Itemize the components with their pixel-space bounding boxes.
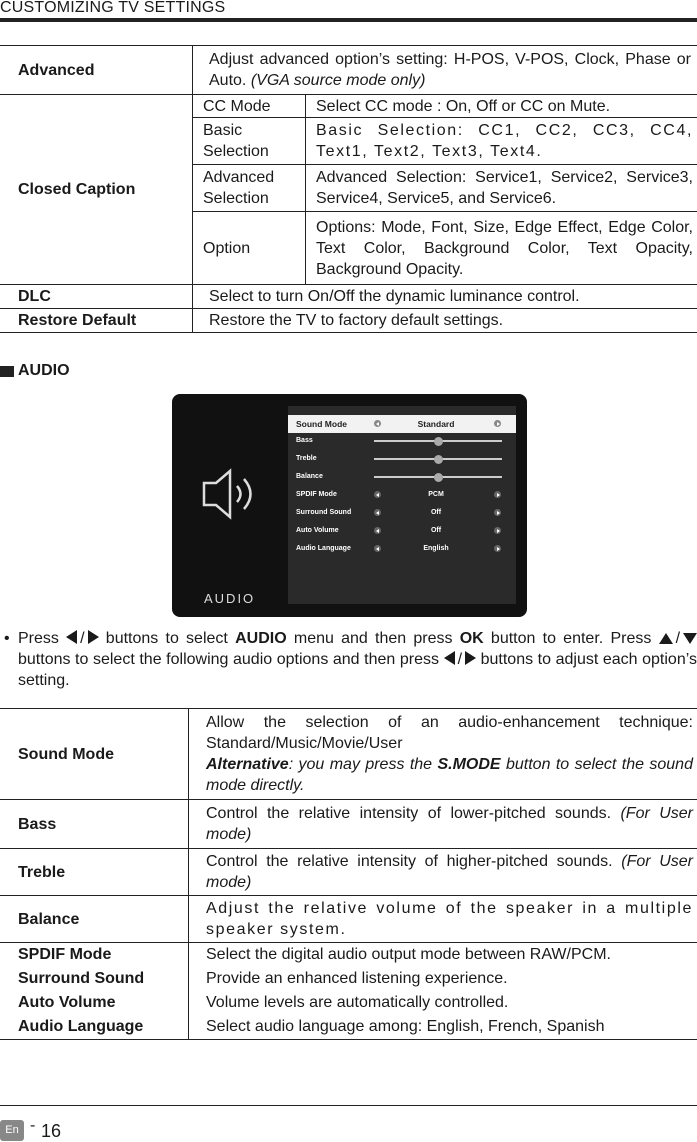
row-label-restore-default: Restore Default [0, 309, 193, 333]
table-row-audio-language [0, 1015, 697, 1040]
menu-value: English [396, 545, 476, 552]
cc-sub-label-advanced: Advanced Selection [193, 165, 306, 212]
row-label-sound-mode: Sound Mode [0, 709, 189, 800]
row-desc-balance: Adjust the relative volume of the speaker in a multiple speaker system. [189, 896, 697, 943]
row-desc-dlc: Select to turn On/Off the dynamic luminance control. [193, 285, 697, 309]
row-desc-sound-mode: Allow the selection of an audio-enhancement technique: Standard/Music/Movie/User Alternative: you may press the S.MODE button to select the sound mode directly. [189, 709, 697, 800]
tv-caption: AUDIO [204, 591, 255, 606]
arrow-right-icon[interactable] [494, 491, 501, 498]
slider-track[interactable] [374, 440, 502, 442]
page-number: 16 [41, 1121, 61, 1142]
audio-speaker-area [194, 459, 274, 549]
row-desc-surround-sound: Provide an enhanced listening experience. [189, 967, 697, 991]
settings-table-general [0, 45, 697, 333]
slider-track[interactable] [374, 458, 502, 460]
table-row-advanced [0, 46, 697, 95]
arrow-right-icon[interactable] [494, 420, 501, 427]
menu-value: PCM [396, 491, 476, 498]
table-row-dlc [0, 285, 697, 309]
table-row-bass [0, 800, 697, 849]
table-row-spdif-mode [0, 943, 697, 967]
settings-table-audio [0, 708, 697, 1040]
footer-rule [0, 1105, 697, 1106]
menu-row-surround-sound[interactable] [288, 504, 516, 522]
right-arrow-icon [465, 651, 476, 665]
menu-row-treble[interactable] [288, 450, 516, 468]
instruction-text: Press / buttons to select AUDIO menu and then press OK button to enter. Press / buttons to select the following audio options and then press / buttons to adjust each option’s setting. [18, 628, 697, 691]
slider-knob[interactable] [434, 455, 443, 464]
table-row-cc-mode [0, 95, 697, 118]
cc-desc-basic: Basic Selection: CC1, CC2, CC3, CC4, Text1, Text2, Text3, Text4. [306, 118, 697, 165]
language-badge: En [0, 1120, 24, 1141]
menu-row-sound-mode[interactable] [288, 415, 516, 433]
arrow-left-icon[interactable] [374, 420, 381, 427]
section-heading-audio [0, 362, 70, 380]
menu-label: Surround Sound [296, 509, 351, 516]
arrow-right-icon[interactable] [494, 527, 501, 534]
row-desc-auto-volume: Volume levels are automatically controlled. [189, 991, 697, 1015]
left-arrow-icon [444, 651, 455, 665]
tv-screen-illustration [172, 394, 527, 617]
slider-track[interactable] [374, 476, 502, 478]
row-label-spdif-mode: SPDIF Mode [0, 943, 189, 967]
table-row-restore-default [0, 309, 697, 333]
menu-row-spdif-mode[interactable] [288, 486, 516, 504]
slider-knob[interactable] [434, 437, 443, 446]
menu-label: Bass [296, 437, 313, 444]
menu-row-balance[interactable] [288, 468, 516, 486]
menu-label: Auto Volume [296, 527, 339, 534]
menu-value: Off [396, 509, 476, 516]
row-label-treble: Treble [0, 849, 189, 896]
up-arrow-icon [659, 633, 673, 644]
row-label-dlc: DLC [0, 285, 193, 309]
menu-row-bass[interactable] [288, 432, 516, 450]
row-label-bass: Bass [0, 800, 189, 849]
row-label-surround-sound: Surround Sound [0, 967, 189, 991]
bullet-dot: • [4, 628, 10, 649]
menu-label: SPDIF Mode [296, 491, 337, 498]
arrow-right-icon[interactable] [494, 545, 501, 552]
table-row-auto-volume [0, 991, 697, 1015]
audio-menu [288, 406, 516, 604]
header-rule [0, 18, 697, 22]
row-desc-spdif-mode: Select the digital audio output mode between RAW/PCM. [189, 943, 697, 967]
cc-desc-advanced: Advanced Selection: Service1, Service2, Service3, Service4, Service5, and Service6. [306, 165, 697, 212]
down-arrow-icon [683, 633, 697, 644]
cc-sub-label-basic: Basic Selection [193, 118, 306, 165]
right-arrow-icon [88, 630, 99, 644]
page-number-dash: - [30, 1117, 35, 1135]
cc-desc-mode: Select CC mode : On, Off or CC on Mute. [306, 95, 697, 118]
table-row-treble [0, 849, 697, 896]
table-row-surround-sound [0, 967, 697, 991]
section-heading-text: AUDIO [18, 362, 70, 380]
cc-sub-label-option: Option [193, 212, 306, 285]
menu-label: Treble [296, 455, 317, 462]
menu-value: Off [396, 527, 476, 534]
slider-knob[interactable] [434, 473, 443, 482]
row-label-balance: Balance [0, 896, 189, 943]
arrow-left-icon[interactable] [374, 527, 381, 534]
speaker-icon [194, 459, 274, 529]
menu-label: Audio Language [296, 545, 351, 552]
row-desc-advanced: Adjust advanced option’s setting: H-POS, V-POS, Clock, Phase or Auto. (VGA source mode only) [193, 46, 697, 95]
table-row-balance [0, 896, 697, 943]
cc-sub-label-mode: CC Mode [193, 95, 306, 118]
row-label-closed-caption: Closed Caption [0, 95, 193, 285]
menu-value: Standard [396, 419, 476, 429]
arrow-left-icon[interactable] [374, 491, 381, 498]
arrow-left-icon[interactable] [374, 509, 381, 516]
page-header-title: CUSTOMIZING TV SETTINGS [0, 0, 225, 17]
arrow-right-icon[interactable] [494, 509, 501, 516]
row-desc-treble: Control the relative intensity of higher-pitched sounds. (For User mode) [189, 849, 697, 896]
menu-label: Balance [296, 473, 323, 480]
menu-row-audio-language[interactable] [288, 540, 516, 558]
menu-row-auto-volume[interactable] [288, 522, 516, 540]
table-row-sound-mode [0, 709, 697, 800]
cc-desc-option: Options: Mode, Font, Size, Edge Effect, Edge Color, Text Color, Background Color, Text Opacity, Background Opacity. [306, 212, 697, 285]
row-desc-audio-language: Select audio language among: English, French, Spanish [189, 1015, 697, 1040]
row-desc-bass: Control the relative intensity of lower-pitched sounds. (For User mode) [189, 800, 697, 849]
row-label-advanced: Advanced [0, 46, 193, 95]
row-label-audio-language: Audio Language [0, 1015, 189, 1040]
row-label-auto-volume: Auto Volume [0, 991, 189, 1015]
left-arrow-icon [66, 630, 77, 644]
section-marker-icon [0, 366, 14, 377]
arrow-left-icon[interactable] [374, 545, 381, 552]
menu-label: Sound Mode [296, 419, 347, 429]
row-desc-restore-default: Restore the TV to factory default settings. [193, 309, 697, 333]
